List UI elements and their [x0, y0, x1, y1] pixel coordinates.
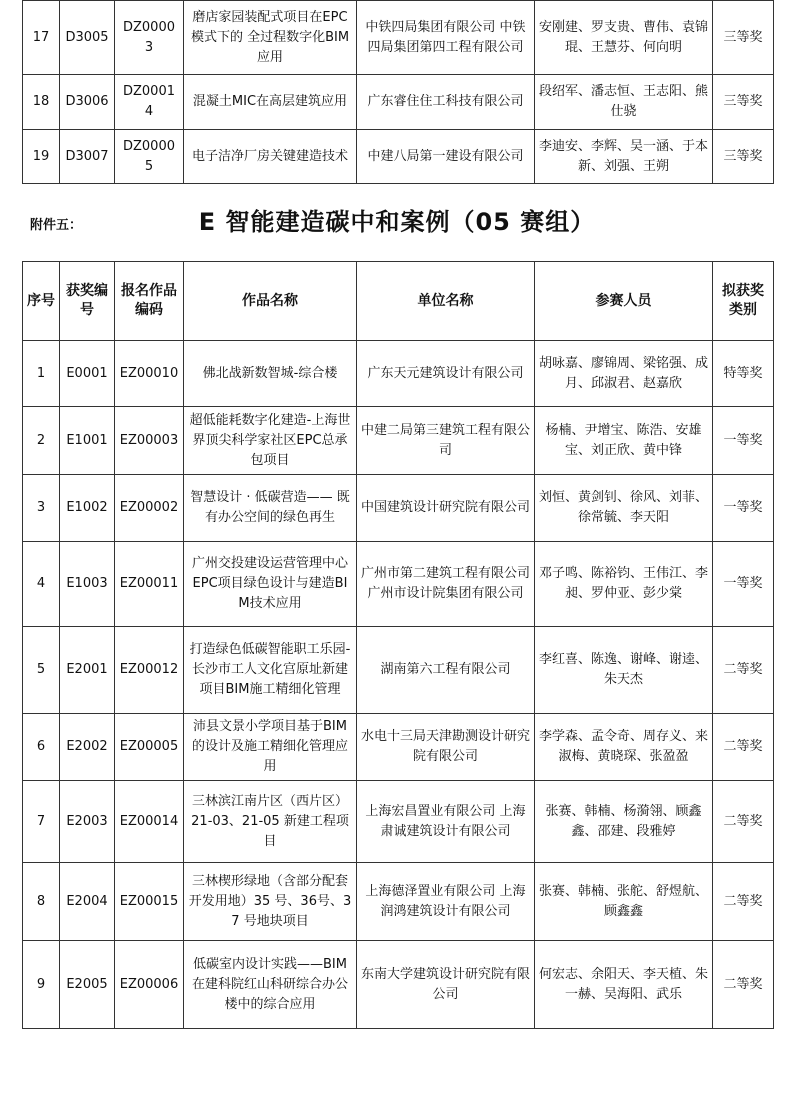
attachment-label: 附件五：	[30, 218, 83, 233]
work-title: 打造绿色低碳智能职工乐园-长沙市工人文化宫原址新建项目BIM施工精细化管理	[184, 627, 357, 714]
registration-code: EZ00012	[115, 627, 184, 714]
registration-code: EZ00003	[115, 407, 184, 475]
award-category: 三等奖	[713, 75, 774, 130]
award-category: 特等奖	[713, 341, 774, 407]
work-title: 广州交投建设运营管理中心EPC项目绿色设计与建造BIM技术应用	[184, 542, 357, 627]
award-number: D3006	[60, 75, 115, 130]
award-number: D3007	[60, 130, 115, 184]
table-row	[23, 863, 774, 941]
row-number: 1	[23, 341, 60, 407]
registration-code: DZ00003	[115, 1, 184, 75]
work-title: 智慧设计 · 低碳营造—— 既有办公空间的绿色再生	[184, 475, 357, 542]
award-number: E1001	[60, 407, 115, 475]
participants: 李迪安、李辉、吴一涵、于本新、刘强、王朔	[535, 130, 713, 184]
registration-code: EZ00015	[115, 863, 184, 941]
award-category: 二等奖	[713, 714, 774, 781]
participants: 李学森、孟令奇、周存义、来淑梅、黄晓琛、张盈盈	[535, 714, 713, 781]
unit-name: 湖南第六工程有限公司	[357, 627, 535, 714]
section-title: E 智能建造碳中和案例（05 赛组）	[198, 208, 596, 236]
award-category: 二等奖	[713, 781, 774, 863]
registration-code: EZ00010	[115, 341, 184, 407]
row-number: 2	[23, 407, 60, 475]
award-category: 一等奖	[713, 475, 774, 542]
unit-name: 广东睿住住工科技有限公司	[357, 75, 535, 130]
registration-code: DZ00005	[115, 130, 184, 184]
table-row	[23, 1, 774, 75]
award-number: E1003	[60, 542, 115, 627]
unit-name: 水电十三局天津勘测设计研究院有限公司	[357, 714, 535, 781]
row-number: 8	[23, 863, 60, 941]
table-row	[23, 341, 774, 407]
work-title: 低碳室内设计实践——BIM 在建科院红山科研综合办公楼中的综合应用	[184, 941, 357, 1029]
table-row	[23, 130, 774, 184]
award-number: E2005	[60, 941, 115, 1029]
award-number: E2002	[60, 714, 115, 781]
participants: 何宏志、余阳天、李天植、朱一赫、吴海阳、武乐	[535, 941, 713, 1029]
table-row	[23, 941, 774, 1029]
header-award-number: 获奖编号	[60, 262, 115, 341]
participants: 胡咏嘉、廖锦周、梁铭强、成月、邱淑君、赵嘉欣	[535, 341, 713, 407]
table-row	[23, 475, 774, 542]
header-participants: 参赛人员	[535, 262, 713, 341]
unit-name: 上海宏昌置业有限公司 上海肃诚建筑设计有限公司	[357, 781, 535, 863]
row-number: 3	[23, 475, 60, 542]
registration-code: EZ00005	[115, 714, 184, 781]
award-number: E2001	[60, 627, 115, 714]
table-row	[23, 714, 774, 781]
registration-code: EZ00006	[115, 941, 184, 1029]
award-number: E1002	[60, 475, 115, 542]
work-title: 佛北战新数智城-综合楼	[184, 341, 357, 407]
table-row	[23, 542, 774, 627]
unit-name: 上海德泽置业有限公司 上海润鸿建筑设计有限公司	[357, 863, 535, 941]
award-category: 一等奖	[713, 407, 774, 475]
header-work-title: 作品名称	[184, 262, 357, 341]
row-number: 5	[23, 627, 60, 714]
participants: 张赛、韩楠、张舵、舒煜航、顾鑫鑫	[535, 863, 713, 941]
row-number: 6	[23, 714, 60, 781]
unit-name: 广东天元建筑设计有限公司	[357, 341, 535, 407]
header-unit-name: 单位名称	[357, 262, 535, 341]
award-number: E2003	[60, 781, 115, 863]
work-title: 电子洁净厂房关键建造技术	[184, 130, 357, 184]
participants: 张赛、韩楠、杨漪翎、顾鑫鑫、邵建、段雅婷	[535, 781, 713, 863]
participants: 杨楠、尹增宝、陈浩、安雄宝、刘正欣、黄中锋	[535, 407, 713, 475]
participants: 段绍军、潘志恒、王志阳、熊仕骁	[535, 75, 713, 130]
unit-name: 中建二局第三建筑工程有限公司	[357, 407, 535, 475]
participants: 刘恒、黄剑钊、徐风、刘菲、徐常毓、李天阳	[535, 475, 713, 542]
award-category: 二等奖	[713, 863, 774, 941]
work-title: 磨店家园装配式项目在EPC模式下的 全过程数字化BIM应用	[184, 1, 357, 75]
unit-name: 中建八局第一建设有限公司	[357, 130, 535, 184]
table-row	[23, 75, 774, 130]
row-number: 17	[23, 1, 60, 75]
work-title: 三林滨江南片区（西片区）21-03、21-05 新建工程项目	[184, 781, 357, 863]
award-table-e	[22, 261, 774, 1029]
participants: 邓子鸣、陈裕钧、王伟江、李昶、罗仲亚、彭少棠	[535, 542, 713, 627]
work-title: 混凝土MIC在高层建筑应用	[184, 75, 357, 130]
header-award-category: 拟获奖类别	[713, 262, 774, 341]
table-row	[23, 781, 774, 863]
table-row	[23, 407, 774, 475]
work-title: 超低能耗数字化建造-上海世界顶尖科学家社区EPC总承包项目	[184, 407, 357, 475]
award-category: 二等奖	[713, 941, 774, 1029]
participants: 安刚建、罗支贵、曹伟、袁锦琨、王慧芬、何向明	[535, 1, 713, 75]
award-table-d-continued	[22, 0, 774, 184]
registration-code: EZ00002	[115, 475, 184, 542]
header-number: 序号	[23, 262, 60, 341]
work-title: 三林楔形绿地（含部分配套开发用地）35 号、36号、37 号地块项目	[184, 863, 357, 941]
award-category: 三等奖	[713, 130, 774, 184]
table-header-row	[23, 262, 774, 341]
unit-name: 广州市第二建筑工程有限公司 广州市设计院集团有限公司	[357, 542, 535, 627]
row-number: 19	[23, 130, 60, 184]
row-number: 7	[23, 781, 60, 863]
table-row	[23, 627, 774, 714]
award-category: 三等奖	[713, 1, 774, 75]
row-number: 4	[23, 542, 60, 627]
header-registration-code: 报名作品编码	[115, 262, 184, 341]
unit-name: 中国建筑设计研究院有限公司	[357, 475, 535, 542]
work-title: 沛县文景小学项目基于BIM的设计及施工精细化管理应用	[184, 714, 357, 781]
row-number: 9	[23, 941, 60, 1029]
participants: 李红喜、陈逸、谢峰、谢逵、朱天杰	[535, 627, 713, 714]
unit-name: 中铁四局集团有限公司 中铁四局集团第四工程有限公司	[357, 1, 535, 75]
registration-code: EZ00014	[115, 781, 184, 863]
registration-code: DZ00014	[115, 75, 184, 130]
registration-code: EZ00011	[115, 542, 184, 627]
row-number: 18	[23, 75, 60, 130]
award-category: 一等奖	[713, 542, 774, 627]
award-category: 二等奖	[713, 627, 774, 714]
award-number: D3005	[60, 1, 115, 75]
award-number: E2004	[60, 863, 115, 941]
award-number: E0001	[60, 341, 115, 407]
unit-name: 东南大学建筑设计研究院有限公司	[357, 941, 535, 1029]
